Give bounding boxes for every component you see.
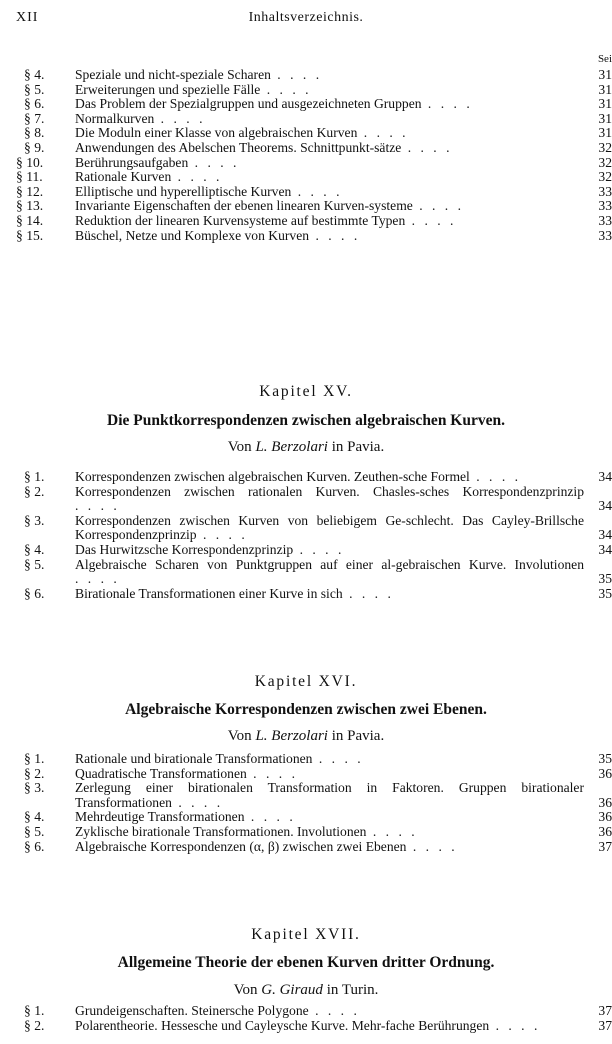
entry-title: Normalkurven [75, 110, 155, 126]
leader-dots: . . . . [309, 227, 361, 243]
page-number: 33 [598, 227, 612, 243]
toc-entry [0, 558, 612, 587]
chapter-16-author-line [0, 728, 612, 745]
entry-title-line [75, 825, 584, 840]
section-number: § 8. [24, 125, 45, 141]
entry-title: Reduktion der linearen Kurvensysteme auf bestimmte Typen [75, 212, 406, 228]
entry-title: Quadratische Transformationen [75, 765, 247, 781]
entry-title-line [75, 543, 584, 558]
von-label: Von [233, 982, 258, 998]
entry-title: Korrespondenzen zwischen rationalen Kurven. Chasles-sches Korrespondenzprinzip [75, 483, 584, 499]
section-number: § 2. [24, 1017, 45, 1033]
entry-title: Mehrdeutige Transformationen [75, 809, 245, 825]
leader-dots: . . . . [308, 1003, 360, 1018]
entry-title-line [75, 156, 584, 171]
leader-dots: . . . . [270, 67, 323, 82]
entry-title-line [75, 83, 584, 98]
author-place: in Pavia. [331, 728, 385, 744]
entry-title: Zyklische birationale Transformationen. Involutionen [75, 823, 367, 839]
entry-title: Rationale und birationale Transformationen [75, 751, 313, 766]
entry-title: Birationale Transformationen einer Kurve in sich [75, 585, 343, 601]
toc-entry [0, 587, 612, 602]
toc-entry [0, 840, 612, 855]
section-number: § 6. [24, 838, 45, 854]
toc-entry [0, 781, 612, 810]
chapter-15-title: Die Punktkorrespondenzen zwischen algebraischen Kurven. [107, 412, 505, 429]
entry-title: Speziale und nicht-speziale Scharen [75, 67, 271, 82]
page-number: 31 [598, 81, 612, 97]
page-number: 31 [598, 96, 612, 112]
page-number: XII [16, 10, 39, 25]
chapter-17-label: Kapitel XVII. [251, 926, 361, 943]
author-place: in Pavia. [331, 439, 385, 455]
entry-title-line [75, 214, 584, 229]
page-number: 33 [598, 212, 612, 228]
page-number: 33 [598, 198, 612, 214]
page-number: 37 [598, 1003, 612, 1018]
toc-entry [0, 170, 612, 185]
toc-section-top [0, 68, 612, 243]
page-number: 35 [598, 751, 612, 766]
section-number: § 5. [24, 81, 45, 97]
entry-title: Das Hurwitzsche Korrespondenzprinzip [75, 541, 294, 557]
entry-title: Zerlegung einer birationalen Transformation in Faktoren. Gruppen birationaler Transformationen [75, 780, 584, 810]
section-number: § 4. [24, 809, 45, 825]
entry-title-line [75, 485, 584, 514]
toc-entry [0, 825, 612, 840]
section-number: § 6. [24, 585, 45, 601]
toc-entry [0, 1019, 612, 1034]
author-name: L. Berzolari [255, 439, 328, 455]
entry-title: Anwendungen des Abelschen Theorems. Schnittpunkt-sätze [75, 139, 402, 155]
toc-entry [0, 470, 612, 485]
leader-dots: . . . . [293, 541, 345, 557]
toc-entry [0, 1004, 612, 1019]
toc-entry [0, 156, 612, 171]
section-number: § 12. [16, 183, 44, 199]
entry-title-line [75, 185, 584, 200]
page-number: 34 [598, 498, 612, 514]
leader-dots: . . . . [406, 838, 458, 854]
entry-title-line [75, 781, 584, 810]
entry-title: Algebraische Korrespondenzen (α, β) zwischen zwei Ebenen [75, 838, 407, 854]
entry-title-line [75, 229, 584, 244]
leader-dots: . . . . [75, 571, 120, 587]
von-label: Von [227, 728, 252, 744]
chapter-15-label: Kapitel XV. [259, 383, 353, 400]
section-number: § 4. [24, 67, 45, 82]
entry-title-line [75, 767, 584, 782]
toc-entry [0, 112, 612, 127]
section-number: § 5. [24, 823, 45, 839]
entry-title-line [75, 126, 584, 141]
leader-dots: . . . . [366, 823, 418, 839]
entry-title: Büschel, Netze und Komplexe von Kurven [75, 227, 310, 243]
entry-title-line [75, 587, 584, 602]
toc-entry [0, 229, 612, 244]
page-number: 37 [598, 1017, 612, 1033]
section-number: § 15. [16, 227, 44, 243]
page-number: 36 [598, 809, 612, 825]
page-number: 36 [598, 765, 612, 781]
leader-dots: . . . . [421, 96, 473, 112]
chapter-17-author-line [0, 982, 612, 999]
toc-entry [0, 485, 612, 514]
entry-title-line [75, 97, 584, 112]
entry-title-line [75, 470, 584, 485]
chapter-17-title: Allgemeine Theorie der ebenen Kurven dritter Ordnung. [117, 954, 495, 971]
toc-entry [0, 514, 612, 543]
von-label: Von [227, 439, 252, 455]
section-number: § 1. [24, 751, 45, 766]
page-number: 32 [598, 139, 612, 155]
page-number: 31 [598, 110, 612, 126]
entry-title: Algebraische Scharen von Punktgruppen auf einer al-gebraischen Kurve. Involutionen [75, 556, 584, 572]
entry-title-line [75, 840, 584, 855]
leader-dots: . . . . [357, 125, 409, 141]
section-number: § 14. [16, 212, 44, 228]
entry-title: Grundeigenschaften. Steinersche Polygone [75, 1003, 309, 1018]
section-number: § 10. [16, 154, 44, 170]
toc-entry [0, 83, 612, 98]
leader-dots: . . . . [154, 110, 206, 126]
chapter-17-entries [0, 1004, 612, 1033]
author-name: L. Berzolari [255, 728, 328, 744]
page-number: 33 [598, 183, 612, 199]
page-number: 31 [598, 67, 612, 82]
section-number: § 6. [24, 96, 45, 112]
chapter-15-author-line [0, 439, 612, 456]
entry-title-line [75, 810, 584, 825]
toc-entry [0, 767, 612, 782]
leader-dots: . . . . [405, 212, 457, 228]
section-number: § 1. [24, 469, 45, 484]
section-number: § 4. [24, 541, 45, 557]
leader-dots: . . . . [412, 198, 464, 214]
entry-title: Polarentheorie. Hessesche und Cayleysche Kurve. Mehr-fache Berührungen [75, 1017, 490, 1033]
chapter-16-title: Algebraische Korrespondenzen zwischen zwei Ebenen. [125, 701, 487, 718]
toc-entry [0, 752, 612, 767]
entry-title: Erweiterungen und spezielle Fälle [75, 81, 261, 97]
toc-entry [0, 199, 612, 214]
toc-entry [0, 810, 612, 825]
leader-dots: . . . . [469, 469, 522, 484]
entry-title-line [75, 141, 584, 156]
chapter-15-entries [0, 470, 612, 601]
leader-dots: . . . . [291, 183, 343, 199]
chapter-16-label: Kapitel XVI. [254, 673, 358, 690]
entry-title: Rationale Kurven [75, 169, 172, 185]
entry-title-line [75, 514, 584, 543]
entry-title: Das Problem der Spezialgruppen und ausgezeichneten Gruppen [75, 96, 422, 112]
entry-title: Elliptische und hyperelliptische Kurven [75, 183, 292, 199]
entry-title-line [75, 752, 584, 767]
page-title: Inhaltsverzeichnis. [248, 10, 364, 25]
toc-entry [0, 543, 612, 558]
author-name: G. Giraud [261, 982, 323, 998]
section-number: § 2. [24, 483, 45, 499]
entry-title-line [75, 1019, 584, 1034]
leader-dots: . . . . [171, 794, 224, 810]
leader-dots: . . . . [246, 765, 298, 781]
entry-title: Die Moduln einer Klasse von algebraischen Kurven [75, 125, 358, 141]
author-place: in Turin. [326, 982, 379, 998]
section-number: § 3. [24, 780, 45, 796]
entry-title: Korrespondenzen zwischen algebraischen Kurven. Zeuthen-sche Formel [75, 469, 470, 484]
page-column-label: Sei [597, 53, 612, 65]
toc-entry [0, 68, 612, 83]
toc-entry [0, 126, 612, 141]
leader-dots: . . . . [188, 154, 240, 170]
section-number: § 1. [24, 1003, 45, 1018]
leader-dots: . . . . [342, 585, 394, 601]
section-number: § 7. [24, 110, 45, 126]
toc-entry [0, 185, 612, 200]
entry-title: Korrespondenzen zwischen Kurven von beliebigem Ge-schlecht. Das Cayley-Brillsche Korrespondenzprinzip [75, 512, 584, 543]
entry-title-line [75, 170, 584, 185]
leader-dots: . . . . [171, 169, 223, 185]
entry-title: Invariante Eigenschaften der ebenen linearen Kurven-systeme [75, 198, 413, 214]
page-number: 34 [598, 469, 612, 484]
entry-title: Berührungsaufgaben [75, 154, 189, 170]
entry-title-line [75, 199, 584, 214]
chapter-16-entries [0, 752, 612, 854]
leader-dots: . . . . [244, 809, 296, 825]
leader-dots: . . . . [401, 139, 453, 155]
leader-dots: . . . . [196, 527, 248, 543]
entry-title-line [75, 112, 584, 127]
page-number: 34 [598, 527, 612, 543]
section-number: § 9. [24, 139, 45, 155]
page-number: 35 [598, 571, 612, 587]
toc-entry [0, 214, 612, 229]
section-number: § 5. [24, 556, 45, 572]
toc-entry [0, 141, 612, 156]
page-number: 31 [598, 125, 612, 141]
page-number: 36 [598, 794, 612, 810]
page-number: 32 [598, 169, 612, 185]
leader-dots: . . . . [312, 751, 364, 766]
page-header [0, 10, 612, 28]
section-number: § 3. [24, 512, 45, 528]
section-number: § 11. [16, 169, 43, 185]
section-number: § 13. [16, 198, 44, 214]
entry-title-line [75, 1004, 584, 1019]
page-number: 35 [598, 585, 612, 601]
entry-title-line [75, 558, 584, 587]
page-number: 36 [598, 823, 612, 839]
leader-dots: . . . . [75, 498, 120, 514]
leader-dots: . . . . [489, 1017, 541, 1033]
entry-title-line [75, 68, 584, 83]
toc-entry [0, 97, 612, 112]
section-number: § 2. [24, 765, 45, 781]
page-number: 32 [598, 154, 612, 170]
page-number: 34 [598, 541, 612, 557]
leader-dots: . . . . [260, 81, 312, 97]
page-number: 37 [598, 838, 612, 854]
